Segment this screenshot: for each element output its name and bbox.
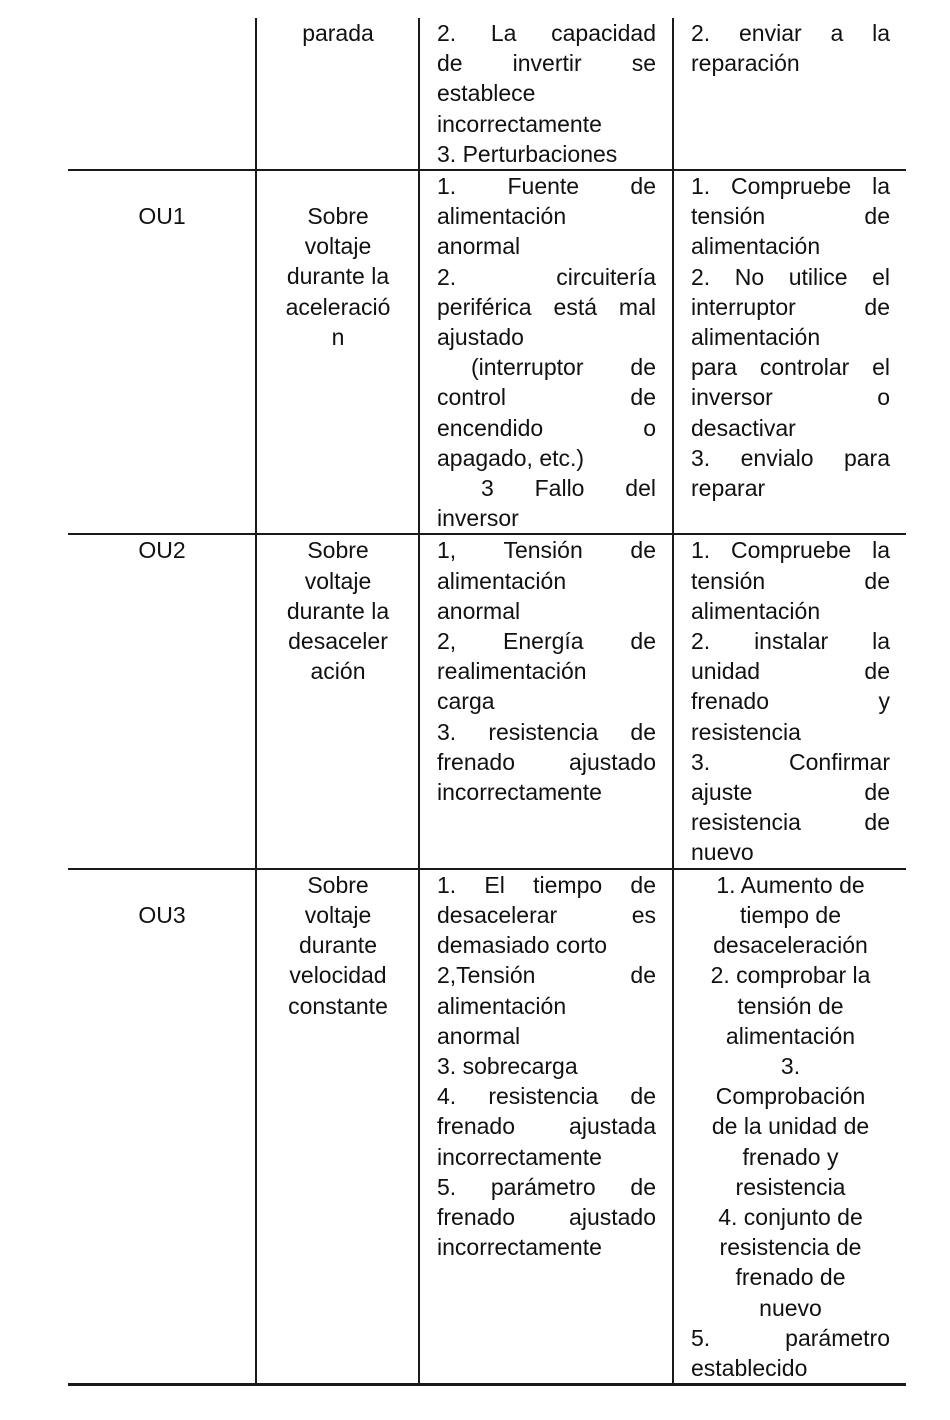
solution-line: tiempo de	[739, 901, 841, 928]
cause-line: alimentación	[437, 567, 567, 594]
cause-line: anormal	[437, 597, 521, 624]
fault-code-cell	[68, 869, 256, 1385]
solution-cell	[673, 170, 906, 534]
solution-line: resistencia	[735, 1173, 846, 1200]
solution-line: para controlar el	[691, 354, 890, 381]
solution-line: 2. No utilice el	[691, 263, 890, 290]
fault-code: OU2	[138, 537, 186, 564]
cause-line: 3 Fallo del	[481, 475, 656, 502]
table-row	[68, 170, 906, 534]
solution-line: desaceleración	[713, 932, 868, 959]
fault-type-line: durante	[298, 932, 377, 959]
cause-line: anormal	[437, 233, 521, 260]
fault-type-line: desaceler	[288, 628, 388, 655]
fault-cause-cell	[419, 18, 673, 170]
solution-line: resistencia de	[691, 809, 890, 836]
cause-line: frenado ajustado	[437, 748, 656, 775]
solution-line: reparar	[691, 475, 766, 502]
solution-line: Comprobación	[715, 1083, 866, 1110]
fault-type-line: voltaje	[304, 901, 372, 928]
cause-line: 4. resistencia de	[437, 1083, 656, 1110]
solution-line: frenado de	[735, 1264, 846, 1291]
solution-line: alimentación	[725, 1022, 856, 1049]
solution-line: 4. conjunto de	[718, 1203, 863, 1230]
cause-line: 1. Fuente de	[437, 173, 656, 200]
cause-line: 1. El tiempo de	[437, 871, 656, 898]
cause-line: anormal	[437, 1022, 521, 1049]
fault-type-cell	[256, 18, 419, 170]
cause-line: periférica está mal	[437, 293, 656, 320]
solution-line: 3. Confirmar	[691, 748, 890, 775]
solution-line: tensión de	[691, 203, 890, 230]
fault-code: OU1	[138, 203, 186, 230]
fault-type-line: voltaje	[304, 567, 372, 594]
fault-code-cell	[68, 170, 256, 534]
solution-line: ajuste de	[691, 779, 890, 806]
solution-line: reparación	[691, 50, 800, 77]
fault-type-line: Sobre	[307, 537, 369, 564]
cause-line: 3. sobrecarga	[437, 1052, 578, 1079]
cause-line: 2,Tensión de	[437, 962, 656, 989]
solution-line: 3. envialo para	[691, 444, 890, 471]
cause-line: incorrectamente	[437, 779, 602, 806]
cause-line: incorrectamente	[437, 1234, 602, 1261]
solution-line: 1. Compruebe la	[691, 537, 890, 564]
solution-line: alimentación	[691, 233, 821, 260]
cause-line: ajustado	[437, 324, 524, 351]
solution-line: inversor o	[691, 384, 890, 411]
solution-line: establecido	[691, 1354, 808, 1381]
cause-line: apagado, etc.)	[437, 444, 585, 471]
cause-line: 2. La capacidad	[437, 20, 656, 46]
fault-type-line: voltaje	[304, 233, 372, 260]
solution-cell	[673, 869, 906, 1385]
cause-line: 2. circuitería	[437, 263, 656, 290]
solution-line: 1. Compruebe la	[691, 173, 890, 200]
solution-line: frenado y	[742, 1143, 839, 1170]
cause-line: de invertir se	[437, 50, 656, 77]
solution-line: 5. parámetro	[691, 1324, 890, 1351]
cause-line: 5. parámetro de	[437, 1173, 656, 1200]
solution-line: tensión de	[737, 992, 844, 1019]
fault-cause-cell	[419, 869, 673, 1385]
solution-line: alimentación	[691, 597, 821, 624]
solution-line: resistencia	[691, 718, 801, 745]
cause-line: alimentación	[437, 203, 567, 230]
solution-line: nuevo	[691, 839, 754, 866]
fault-type-line: durante la	[286, 263, 390, 290]
cause-line: frenado ajustada	[437, 1113, 656, 1140]
solution-line: alimentación	[691, 324, 821, 351]
fault-code: OU3	[138, 901, 186, 928]
cause-line: demasiado corto	[437, 932, 608, 959]
solution-line: 2. comprobar la	[710, 962, 871, 989]
fault-type-line: constante	[288, 992, 388, 1019]
fault-type-line: velocidad	[289, 962, 387, 989]
solution-line: 2. instalar la	[691, 628, 890, 655]
solution-cell	[673, 18, 906, 170]
cause-line: frenado ajustado	[437, 1203, 656, 1230]
fault-table	[68, 18, 906, 1386]
solution-line: tensión de	[691, 567, 890, 594]
fault-cause-cell	[419, 534, 673, 868]
cause-line: 3. Perturbaciones	[437, 140, 618, 167]
fault-cause-cell	[419, 170, 673, 534]
fault-type-line: aceleració	[285, 293, 391, 320]
table-row	[68, 18, 906, 170]
solution-line: 2. enviar a la	[691, 20, 890, 46]
solution-line: frenado y	[691, 688, 890, 715]
solution-line: 1. Aumento de	[716, 871, 865, 898]
cause-line: carga	[437, 688, 495, 715]
fault-type-line: Sobre	[307, 203, 369, 230]
cause-line: 1, Tensión de	[437, 537, 656, 564]
cause-line: (interruptor de	[471, 354, 656, 381]
solution-line: 3.	[780, 1052, 801, 1079]
solution-line: interruptor de	[691, 293, 890, 320]
solution-line: de la unidad de	[711, 1113, 870, 1140]
cause-line: encendido o	[437, 414, 656, 441]
fault-type-line: Sobre	[307, 871, 369, 898]
fault-type-cell	[256, 534, 419, 868]
fault-code-cell	[68, 534, 256, 868]
fault-type-line: ación	[310, 658, 366, 685]
cause-line: establece	[437, 80, 536, 107]
fault-type-line: parada	[302, 20, 374, 46]
solution-line: unidad de	[691, 658, 890, 685]
table-row	[68, 869, 906, 1385]
cause-line: incorrectamente	[437, 110, 602, 137]
fault-type-cell	[256, 869, 419, 1385]
cause-line: 3. resistencia de	[437, 718, 656, 745]
cause-line: desacelerar es	[437, 901, 656, 928]
table-row	[68, 534, 906, 868]
fault-type-cell	[256, 170, 419, 534]
cause-line: incorrectamente	[437, 1143, 602, 1170]
fault-code-cell	[68, 18, 256, 170]
solution-cell	[673, 534, 906, 868]
solution-line: nuevo	[759, 1294, 822, 1321]
cause-line: 2, Energía de	[437, 628, 656, 655]
fault-type-line: n	[331, 323, 345, 350]
solution-line: resistencia de	[719, 1234, 862, 1261]
cause-line: control de	[437, 384, 656, 411]
fault-type-line: durante la	[286, 597, 390, 624]
cause-line: realimentación	[437, 658, 587, 685]
cause-line: inversor	[437, 505, 519, 532]
solution-line: desactivar	[691, 414, 796, 441]
cause-line: alimentación	[437, 992, 567, 1019]
